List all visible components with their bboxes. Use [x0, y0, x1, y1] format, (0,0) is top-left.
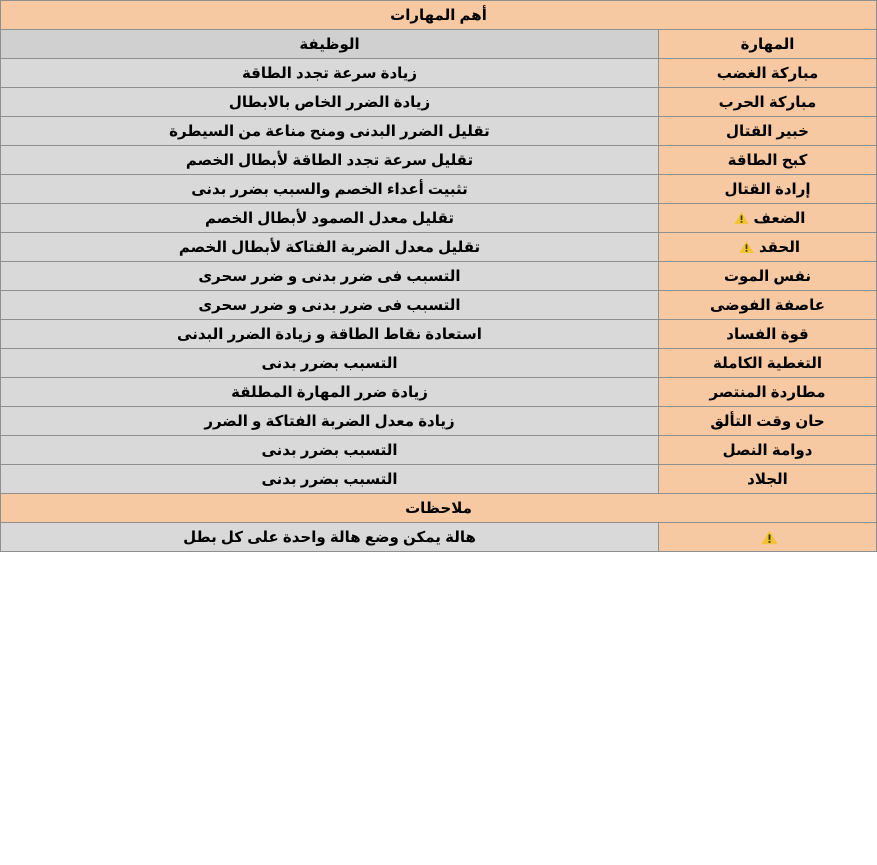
skill-function: زيادة الضرر الخاص بالابطال — [1, 88, 659, 117]
table-row — [1, 262, 877, 291]
skill-function: تقليل معدل الصمود لأبطال الخصم — [1, 204, 659, 233]
table-body — [1, 1, 877, 552]
skill-function: زيادة سرعة تجدد الطاقة — [1, 59, 659, 88]
skill-function: زيادة معدل الضربة الفتاكة و الضرر — [1, 407, 659, 436]
table-row — [1, 146, 877, 175]
table-row — [1, 233, 877, 262]
table-title: أهم المهارات — [1, 1, 877, 30]
notes-title-row — [1, 494, 877, 523]
skill-name: عاصفة الفوضى — [659, 291, 877, 320]
skill-name: قوة الفساد — [659, 320, 877, 349]
skill-name: خبير القتال — [659, 117, 877, 146]
skill-function: التسبب بضرر بدنى — [1, 436, 659, 465]
table-row — [1, 59, 877, 88]
note-text: هالة يمكن وضع هالة واحدة على كل بطل — [1, 523, 659, 552]
warning-icon — [761, 530, 778, 545]
skill-name: كبح الطاقة — [659, 146, 877, 175]
warning-icon — [734, 211, 749, 225]
skill-function: التسبب فى ضرر بدنى و ضرر سحرى — [1, 262, 659, 291]
column-header-function: الوظيفة — [1, 30, 659, 59]
skill-name: مباركة الغضب — [659, 59, 877, 88]
column-header-skill: المهارة — [659, 30, 877, 59]
skill-function: استعادة نقاط الطاقة و زيادة الضرر البدنى — [1, 320, 659, 349]
skill-function: التسبب بضرر بدنى — [1, 465, 659, 494]
table-row — [1, 291, 877, 320]
skill-function: تقليل سرعة تجدد الطاقة لأبطال الخصم — [1, 146, 659, 175]
skill-function: التسبب بضرر بدنى — [1, 349, 659, 378]
skill-function: تثبيت أعداء الخصم والسبب بضرر بدنى — [1, 175, 659, 204]
skill-name: حان وقت التألق — [659, 407, 877, 436]
skill-name: الجلاد — [659, 465, 877, 494]
skill-name: التغطية الكاملة — [659, 349, 877, 378]
skill-name: الحقد — [758, 239, 801, 256]
warning-icon — [739, 240, 754, 254]
table-row — [1, 436, 877, 465]
skill-name: مطاردة المنتصر — [659, 378, 877, 407]
skill-function: زيادة ضرر المهارة المطلقة — [1, 378, 659, 407]
skill-function: تقليل معدل الضربة الفتاكة لأبطال الخصم — [1, 233, 659, 262]
skill-name: الضعف — [753, 210, 806, 227]
table-row — [1, 88, 877, 117]
skill-name: نفس الموت — [659, 262, 877, 291]
table-row — [1, 465, 877, 494]
table-row — [1, 407, 877, 436]
table-row — [1, 117, 877, 146]
table-title-row — [1, 1, 877, 30]
table-row — [1, 204, 877, 233]
table-row — [1, 349, 877, 378]
skill-name-with-warning — [659, 233, 877, 262]
skill-name-with-warning — [659, 204, 877, 233]
notes-title: ملاحظات — [1, 494, 877, 523]
table-header-row — [1, 30, 877, 59]
table-row — [1, 175, 877, 204]
table-row — [1, 378, 877, 407]
skill-name: إرادة القتال — [659, 175, 877, 204]
skill-name: مباركة الحرب — [659, 88, 877, 117]
skill-name: دوامة النصل — [659, 436, 877, 465]
skill-function: تقليل الضرر البدنى ومنح مناعة من السيطرة — [1, 117, 659, 146]
note-warning-icon-cell — [659, 523, 877, 552]
skill-function: التسبب فى ضرر بدنى و ضرر سحرى — [1, 291, 659, 320]
table-row — [1, 320, 877, 349]
note-row — [1, 523, 877, 552]
